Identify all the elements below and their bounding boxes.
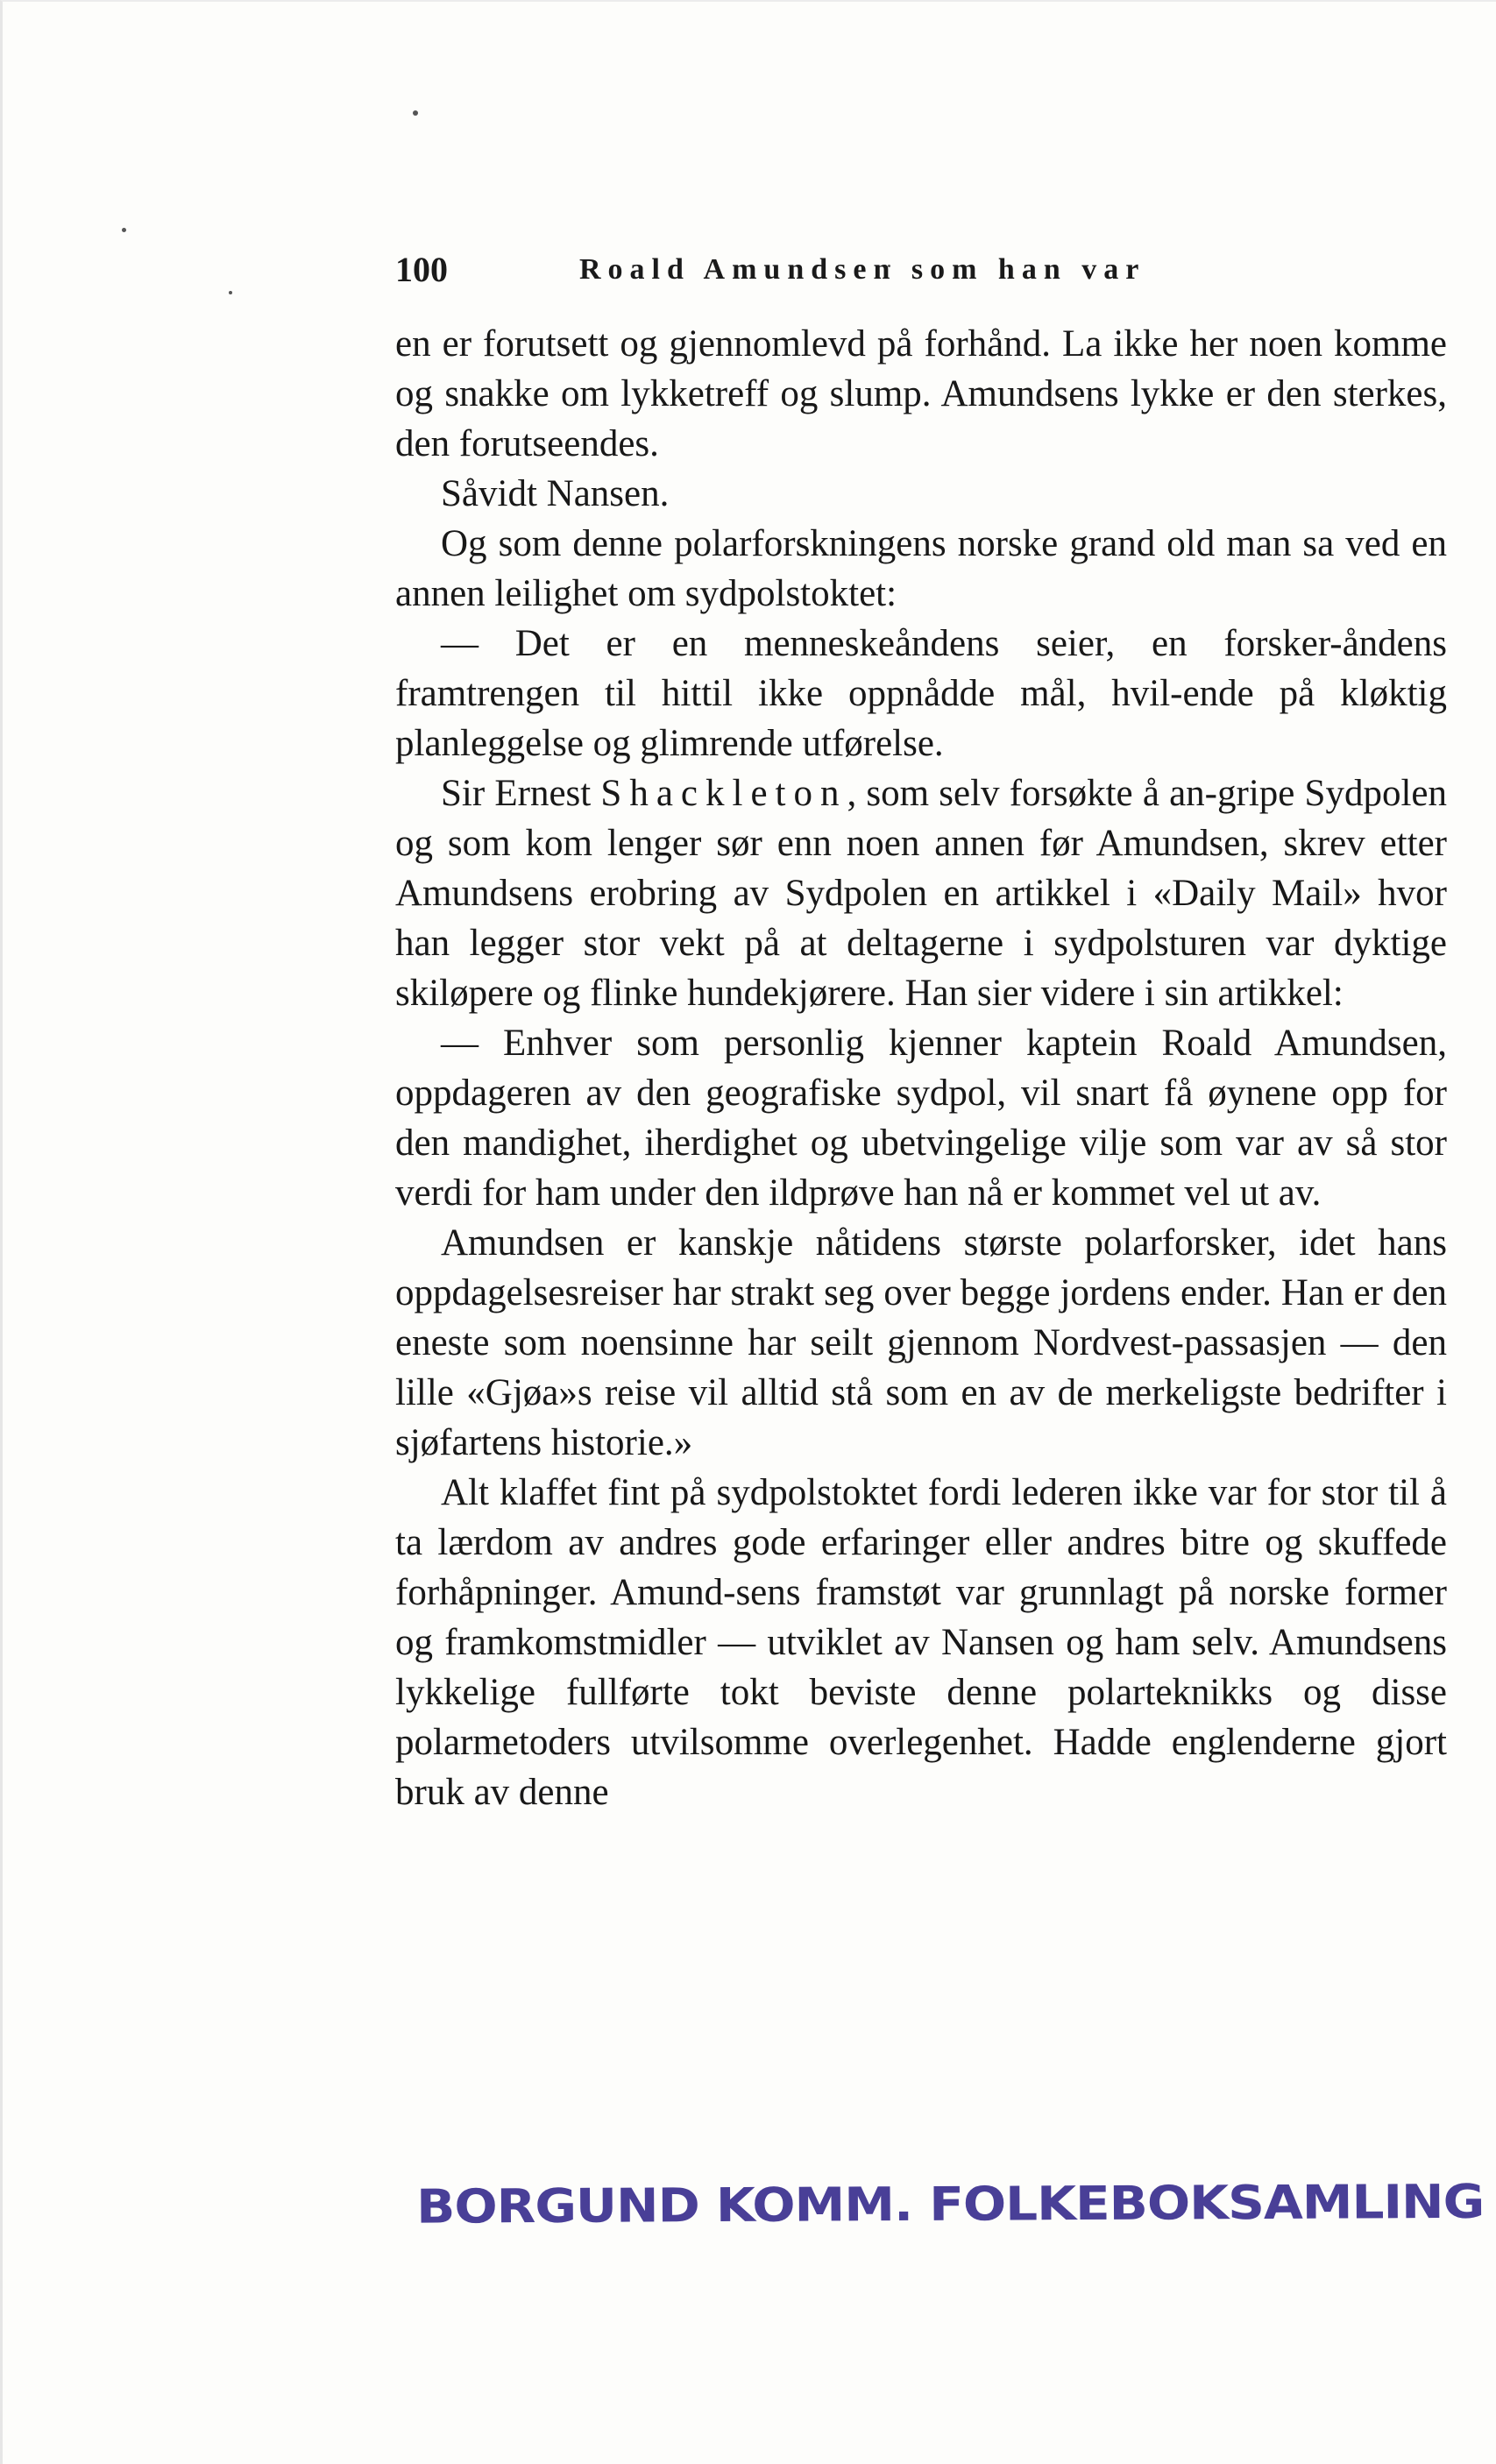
body-text <box>395 319 1447 1817</box>
paragraph: Alt klaffet fint på sydpolstoktet fordi lederen ikke var for stor til å ta lærdom av andres gode erfaringer eller andres bitre og skuffede forhåpninger. Amund-sens framstøt var grunnlagt på norske former og framkomstmidler — utviklet av Nansen og ham selv. Amundsens lykkelige fullførte tokt beviste denne polarteknikks og disse polarmetoders utvilsomme overlegenhet. Hadde englenderne gjort bruk av denne <box>395 1472 1447 1813</box>
paragraph: Amundsen er kanskje nåtidens største polarforsker, idet hans oppdagelsesreiser har strakt seg over begge jordens ender. Han er den eneste som noensinne har seilt gjennom Nordvest-passasjen — den lille «Gjøa»s reise vil alltid stå som en av de merkeligste bedrifter i sjøfartens historie.» <box>395 1222 1447 1463</box>
spaced-name: Shackleton <box>600 773 847 814</box>
running-head: Roald Amundsen som han var <box>579 253 1146 286</box>
paragraph: Og som denne polarforskningens norske grand old man sa ved en annen leilighet om sydpolstoktet: <box>395 523 1447 614</box>
quote-paragraph: — Enhver som personlig kjenner kaptein Roald Amundsen, oppdageren av den geografiske sydpol, vil snart få øynene opp for den mandighet, iherdighet og ubetvingelige vilje som var av så stor verdi for ham under den ildprøve han nå er kommet vel ut av. <box>395 1023 1447 1214</box>
paragraph: en er forutsett og gjennomlevd på forhånd. La ikke her noen komme og snakke om lykketreff og slump. Amundsens lykke er den sterkes, den forutseendes. <box>395 323 1447 464</box>
page-number: 100 <box>395 250 448 289</box>
paragraph: Såvidt Nansen. <box>441 473 670 514</box>
dust-speck <box>413 110 418 116</box>
quote-paragraph: — Det er en menneskeåndens seier, en forsker-åndens framtrengen til hittil ikke oppnådde mål, hvil-ende på kløktig planleggelse og glimrende utførelse. <box>395 623 1447 764</box>
dust-speck <box>122 228 126 232</box>
paragraph-text: , som selv forsøkte å an-gripe Sydpolen og som kom lenger sør enn noen annen før Amundsen, skrev etter Amundsens erobring av Sydpolen en artikkel i «Daily Mail» hvor han legger stor vekt på at deltagerne i sydpolsturen var dyktige skiløpere og flinke hundekjørere. Han sier videre i sin artikkel: <box>395 773 1447 1014</box>
dust-speck <box>229 291 232 294</box>
paragraph <box>395 768 1447 1018</box>
paragraph-text: Sir Ernest <box>441 773 601 814</box>
page-header <box>395 245 1447 298</box>
library-stamp: BORGUND KOMM. FOLKEBOKSAMLING <box>416 2174 1485 2234</box>
